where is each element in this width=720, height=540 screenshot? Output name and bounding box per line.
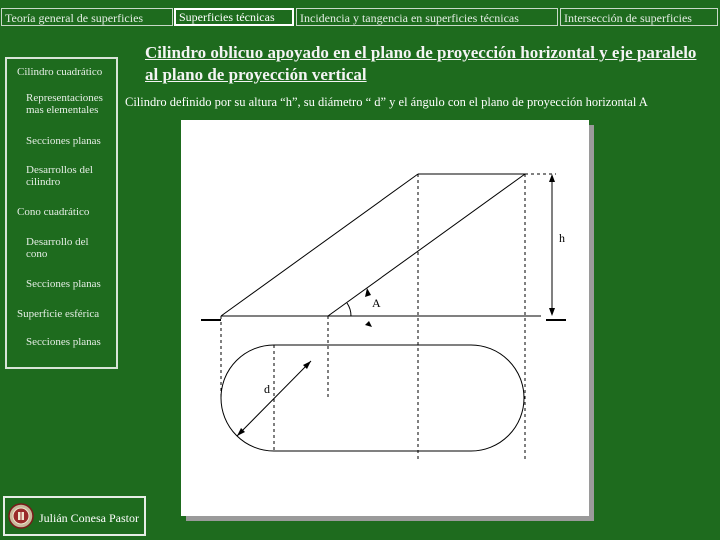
author-name: Julián Conesa Pastor (39, 511, 139, 525)
tab-teoria-general[interactable]: Teoría general de superficies (1, 8, 173, 26)
horizontal-projection-outline (221, 345, 524, 451)
page-subtitle: Cilindro definido por su altura “h”, su diámetro “ d” y el ángulo con el plano de proyección horizontal A (125, 95, 648, 109)
sidebar-item-secciones-planas-esfera[interactable]: Secciones planas (26, 336, 101, 348)
sidebar-item-desarrollo-cono[interactable]: Desarrollo del cono (26, 236, 89, 260)
sidebar-item-secciones-planas-cono[interactable]: Secciones planas (26, 278, 101, 290)
page-title: Cilindro oblicuo apoyado en el plano de proyección horizontal y eje paralelo al plano de proyección vertical (145, 43, 697, 84)
height-arrow-top (549, 174, 555, 182)
oblique-cylinder-diagram (181, 120, 589, 516)
university-seal-icon (8, 503, 34, 529)
label-a: A (372, 296, 381, 310)
angle-arrow-bottom (365, 321, 372, 327)
height-arrow-bottom (549, 308, 555, 316)
tab-superficies-tecnicas[interactable]: Superficies técnicas (174, 8, 294, 26)
sidebar-item-cilindro-cuadratico[interactable]: Cilindro cuadrático (17, 66, 103, 78)
generatrix-right (328, 174, 525, 316)
tab-incidencia-tangencia[interactable]: Incidencia y tangencia en superficies técnicas (296, 8, 558, 26)
label-h: h (559, 231, 565, 245)
tab-interseccion[interactable]: Intersección de superficies (560, 8, 718, 26)
label-d: d (264, 382, 270, 396)
angle-arc (347, 303, 351, 316)
generatrix-left (221, 174, 418, 316)
angle-arrow-top (365, 288, 371, 297)
top-nav-tabs (0, 8, 720, 28)
sidebar-item-desarrollos-cilindro[interactable]: Desarrollos del cilindro (26, 164, 93, 188)
author-box (3, 496, 146, 536)
sidebar-item-representaciones[interactable]: Representaciones mas elementales (26, 92, 103, 116)
sidebar-item-superficie-esferica[interactable]: Superficie esférica (17, 308, 100, 320)
drawing-panel (181, 120, 589, 516)
sidebar-item-cono-cuadratico[interactable]: Cono cuadrático (17, 206, 90, 218)
sidebar-item-secciones-planas-cilindro[interactable]: Secciones planas (26, 135, 101, 147)
